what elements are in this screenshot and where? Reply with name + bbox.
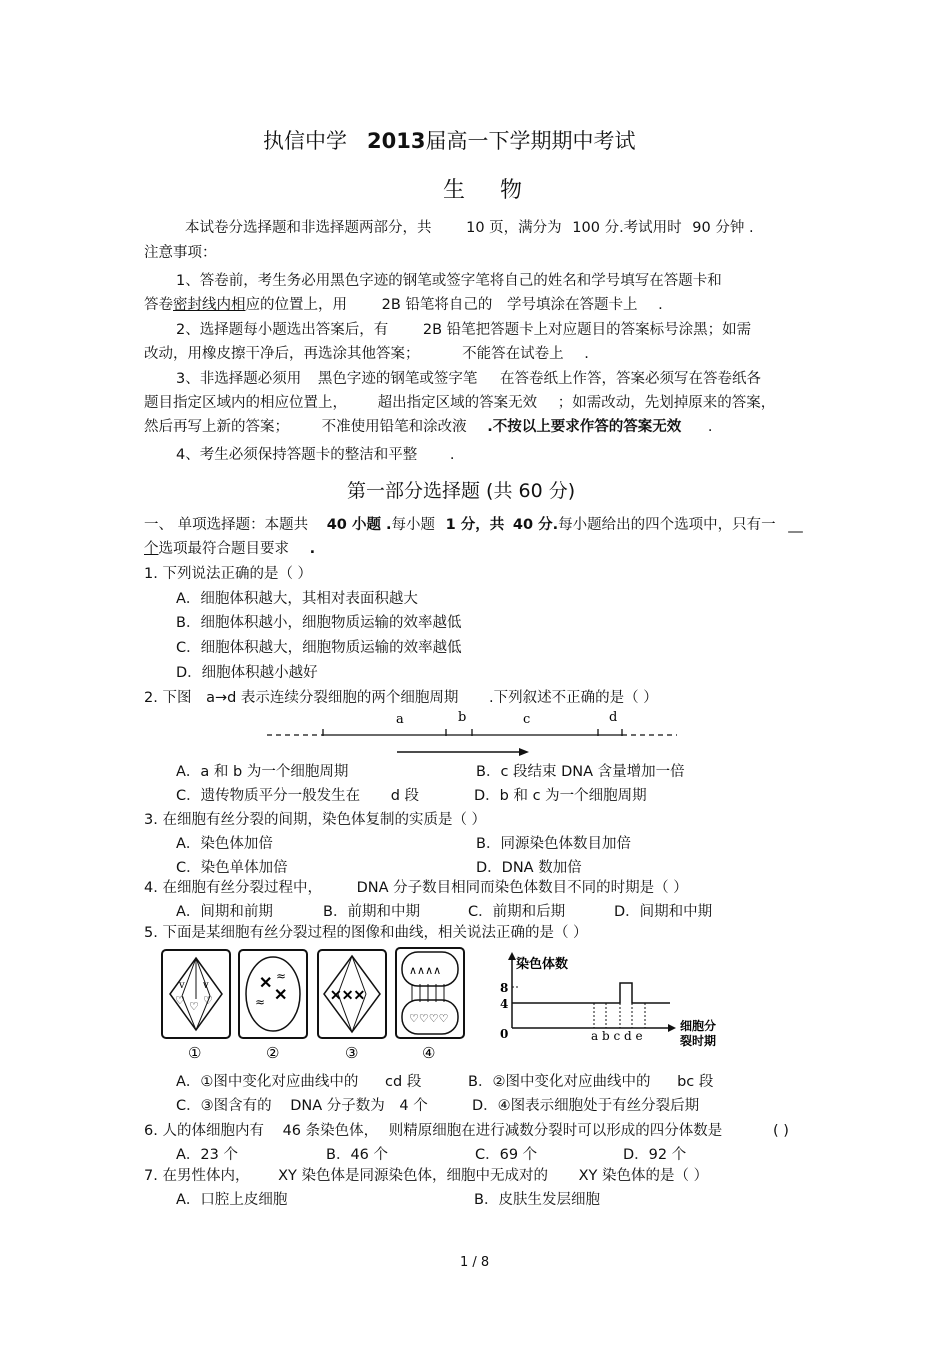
q4-option-c: C．前期和后期 bbox=[468, 904, 566, 920]
intro-line-1 bbox=[185, 220, 754, 237]
intro-score: 100 分.考试用时 bbox=[572, 220, 682, 236]
q1-option-d: D．细胞体积越小越好 bbox=[176, 665, 318, 681]
part1-instruction-1 bbox=[144, 517, 803, 534]
notice-text: 改动，用橡皮擦干净后，再选涂其他答案； bbox=[144, 346, 420, 362]
svg-text:♡: ♡ bbox=[175, 994, 185, 1007]
q4-option-b: B．前期和中期 bbox=[323, 904, 420, 920]
q5-option-c-text: 4 个 bbox=[399, 1098, 428, 1114]
intro-time: 90 分钟 . bbox=[692, 220, 754, 236]
school-name: 执信中学 bbox=[263, 129, 347, 153]
part1-title: 第一部分选择题 (共 60 分) bbox=[347, 480, 576, 502]
q4-stem-text: 4. 在细胞有丝分裂过程中， bbox=[144, 880, 322, 896]
intro-text: 本试卷分选择题和非选择题两部分，共 bbox=[185, 220, 432, 236]
notice-text: .不按以上要求作答的答案无效 bbox=[487, 419, 682, 435]
graph-x-label-1: 细胞分 bbox=[680, 1019, 717, 1033]
notice-text: . bbox=[584, 346, 589, 362]
svg-text:✕: ✕ bbox=[274, 985, 288, 1004]
segment-label-c: c bbox=[523, 712, 531, 727]
q6-option-d: D．92 个 bbox=[623, 1147, 687, 1163]
notice-text: 不准使用铅笔和涂改液 bbox=[321, 419, 467, 435]
q6-option-a: A．23 个 bbox=[176, 1147, 238, 1163]
svg-text:✕: ✕ bbox=[259, 973, 273, 992]
q7-stem bbox=[144, 1168, 708, 1185]
notice-4 bbox=[176, 447, 454, 464]
q5-stem: 5. 下面是某细胞有丝分裂过程的图像和曲线，相关说法正确的是（ ） bbox=[144, 925, 588, 941]
notice-text: 3、非选择题必须用 bbox=[176, 371, 302, 387]
x-axis-arrow-icon bbox=[668, 1024, 676, 1032]
notice-underlined: 密封线内相 bbox=[173, 297, 246, 313]
graph-origin: 0 bbox=[500, 1027, 509, 1041]
arrow-head-icon bbox=[519, 748, 529, 756]
notice-text: ；如需改动，先划掉原来的答案， bbox=[557, 395, 776, 411]
q7-stem-text: XY 染色体的是（ ） bbox=[578, 1168, 709, 1184]
q6-stem-text: 46 条染色体， bbox=[282, 1123, 379, 1139]
segment-label-d: d bbox=[609, 710, 618, 725]
cell-figure-3 bbox=[318, 950, 386, 1038]
figure-label-3: ③ bbox=[345, 1044, 359, 1062]
instruction-text: 选项最符合题目要求 bbox=[158, 541, 289, 557]
q2-stem-text: 2. 下图 bbox=[144, 690, 192, 706]
instruction-text: 一、 单项选择题：本题共 bbox=[144, 517, 309, 533]
q2-option-a: A．a 和 b 为一个细胞周期 bbox=[176, 764, 349, 780]
q4-stem-text: DNA 分子数目相同而染色体数目不同的时期是（ ） bbox=[356, 880, 688, 896]
notice-text: 4、考生必须保持答题卡的整洁和平整 bbox=[176, 447, 418, 463]
exam-title bbox=[263, 129, 635, 154]
notice-text: 然后再写上新的答案； bbox=[144, 419, 289, 435]
q6-option-c: C．69 个 bbox=[475, 1147, 538, 1163]
q5-option-a-text: cd 段 bbox=[385, 1074, 422, 1090]
chromosome-count-graph bbox=[490, 950, 735, 1050]
q5-option-b-text: bc 段 bbox=[677, 1074, 714, 1090]
svg-text:≈: ≈ bbox=[276, 969, 287, 983]
mitosis-figures bbox=[158, 944, 468, 1062]
graph-y-tick-8: 8 bbox=[500, 981, 509, 995]
q3-option-d: D．DNA 数加倍 bbox=[476, 860, 582, 876]
svg-text:≈: ≈ bbox=[255, 995, 266, 1009]
notice-2-line-1 bbox=[176, 322, 751, 339]
q5-option-b-text: B．②图中变化对应曲线中的 bbox=[468, 1074, 651, 1090]
instruction-text: . bbox=[309, 541, 316, 557]
q7-option-a: A．口腔上皮细胞 bbox=[176, 1192, 288, 1208]
notice-text: 2B 铅笔把答题卡上对应题目的答案标号涂黑；如需 bbox=[422, 322, 752, 338]
q6-stem bbox=[144, 1123, 722, 1140]
svg-text:∧∧∧∧: ∧∧∧∧ bbox=[409, 964, 442, 977]
q5-option-d: D．④图表示细胞处于有丝分裂后期 bbox=[472, 1098, 700, 1114]
q4-option-d: D．间期和中期 bbox=[614, 904, 713, 920]
y-axis-arrow-icon bbox=[508, 952, 516, 960]
instruction-text: 40 分. bbox=[512, 517, 559, 533]
q5-option-a-text: A．①图中变化对应曲线中的 bbox=[176, 1074, 359, 1090]
notice-text: 学号填涂在答题卡上 bbox=[507, 297, 638, 313]
q6-stem-text: 6. 人的体细胞内有 bbox=[144, 1123, 264, 1139]
q2-stem-text: .下列叙述不正确的是（ ） bbox=[489, 690, 658, 706]
svg-text:v: v bbox=[179, 980, 185, 991]
svg-text:v: v bbox=[203, 980, 209, 991]
notice-text: . bbox=[449, 447, 455, 463]
q3-option-c: C．染色单体加倍 bbox=[176, 860, 288, 876]
q2-option-d: D．b 和 c 为一个细胞周期 bbox=[474, 788, 647, 804]
q5-option-c-text: C．③图含有的 bbox=[176, 1098, 272, 1114]
cell-cycle-diagram bbox=[265, 705, 685, 760]
figure-label-2: ② bbox=[266, 1044, 280, 1062]
notice-text: 超出指定区域的答案无效 bbox=[377, 395, 538, 411]
q7-stem-text: XY 染色体是同源染色体，细胞中无成对的 bbox=[278, 1168, 548, 1184]
subject-title: 生 物 bbox=[443, 178, 536, 203]
instruction-text: 40 小题 . bbox=[326, 517, 392, 533]
instruction-text: 每小题给出的四个选项中，只有一 bbox=[558, 517, 776, 533]
instruction-blank: __ bbox=[788, 517, 803, 533]
q3-stem: 3. 在细胞有丝分裂的间期，染色体复制的实质是（ ） bbox=[144, 812, 487, 828]
graph-x-ticks: a b c d e bbox=[591, 1029, 643, 1043]
q7-option-b: B．皮肤生发层细胞 bbox=[474, 1192, 600, 1208]
notice-text: 2B 铅笔将自己的 bbox=[381, 297, 493, 313]
q2-option-b: B．c 段结束 DNA 含量增加一倍 bbox=[476, 764, 685, 780]
notice-text: 2、选择题每小题选出答案后，有 bbox=[176, 322, 389, 338]
q5-option-c bbox=[176, 1098, 428, 1115]
segment-label-b: b bbox=[458, 710, 467, 725]
notice-1-line-2 bbox=[144, 297, 663, 314]
notice-text: 题目指定区域内的相应位置上， bbox=[144, 395, 347, 411]
q4-option-a: A．间期和前期 bbox=[176, 904, 273, 920]
notice-text: . bbox=[658, 297, 663, 313]
q5-option-a bbox=[176, 1074, 421, 1091]
svg-text:✕✕✕: ✕✕✕ bbox=[330, 988, 366, 1004]
q1-stem: 1. 下列说法正确的是（ ） bbox=[144, 566, 313, 582]
graph-x-label-2: 裂时期 bbox=[680, 1034, 717, 1048]
intro-pages: 10 页，满分为 bbox=[466, 220, 562, 236]
notice-text: 不能答在试卷上 bbox=[462, 346, 564, 362]
notice-text: . bbox=[707, 419, 713, 435]
q5-option-c-text: DNA 分子数为 bbox=[290, 1098, 385, 1114]
q6-option-b: B．46 个 bbox=[326, 1147, 389, 1163]
q2-option-c bbox=[176, 788, 419, 805]
q1-option-a: A．细胞体积越大，其相对表面积越大 bbox=[176, 591, 418, 607]
notice-text: 在答卷纸上作答，答案必须写在答卷纸各 bbox=[499, 371, 761, 387]
notice-3-line-2 bbox=[144, 395, 775, 412]
notice-3-line-3 bbox=[144, 419, 712, 436]
q2-option-c-text: d 段 bbox=[390, 788, 420, 804]
notice-text: 黑色字迹的钢笔或签字笔 bbox=[317, 371, 478, 387]
q1-option-b: B．细胞体积越小，细胞物质运输的效率越低 bbox=[176, 615, 462, 631]
notice-3-line-1 bbox=[176, 371, 761, 388]
q3-option-a: A．染色体加倍 bbox=[176, 836, 273, 852]
q6-stem-text: 则精原细胞在进行减数分裂时可以形成的四分体数是 bbox=[388, 1123, 723, 1139]
instruction-text: 个 bbox=[144, 541, 159, 557]
segment-label-a: a bbox=[396, 712, 404, 727]
q4-stem bbox=[144, 880, 688, 897]
instruction-text: 1 分，共 bbox=[445, 517, 505, 533]
q6-answer-brackets: ( ) bbox=[773, 1123, 789, 1139]
svg-text:♡♡♡♡: ♡♡♡♡ bbox=[409, 1012, 449, 1025]
q1-option-c: C．细胞体积越大，细胞物质运输的效率越低 bbox=[176, 640, 462, 656]
q2-option-c-text: C．遗传物质平分一般发生在 bbox=[176, 788, 361, 804]
notice-2-line-2 bbox=[144, 346, 589, 363]
exam-name: 届高一下学期期中考试 bbox=[425, 129, 636, 153]
notice-1-line-1: 1、答卷前，考生务必用黑色字迹的钢笔或签字笔将自己的姓名和学号填写在答题卡和 bbox=[176, 273, 722, 289]
page-number: 1 / 8 bbox=[460, 1255, 490, 1270]
cell-figure-1 bbox=[162, 950, 230, 1038]
q2-stem-text: a→d 表示连续分裂细胞的两个细胞周期 bbox=[206, 690, 459, 706]
notice-heading: 注意事项： bbox=[144, 245, 217, 261]
q7-stem-text: 7. 在男性体内， bbox=[144, 1168, 250, 1184]
notice-text: 应的位置上，用 bbox=[245, 297, 347, 313]
svg-text:♡: ♡ bbox=[189, 1000, 199, 1013]
graph-y-tick-4: 4 bbox=[500, 997, 509, 1011]
figure-label-1: ① bbox=[188, 1044, 202, 1062]
exam-year: 2013 bbox=[367, 129, 426, 153]
notice-text: 答卷 bbox=[144, 297, 173, 313]
chromosome-curve bbox=[512, 983, 670, 1003]
q3-option-b: B．同源染色体数目加倍 bbox=[476, 836, 631, 852]
part1-instruction-2 bbox=[144, 541, 315, 558]
graph-y-label: 染色体数 bbox=[516, 957, 569, 972]
instruction-text: 每小题 bbox=[391, 517, 436, 533]
q5-option-b bbox=[468, 1074, 713, 1091]
svg-text:♡: ♡ bbox=[203, 994, 213, 1007]
cell-figure-4 bbox=[396, 948, 464, 1038]
figure-label-4: ④ bbox=[422, 1044, 436, 1062]
cell-figure-2 bbox=[239, 950, 307, 1038]
